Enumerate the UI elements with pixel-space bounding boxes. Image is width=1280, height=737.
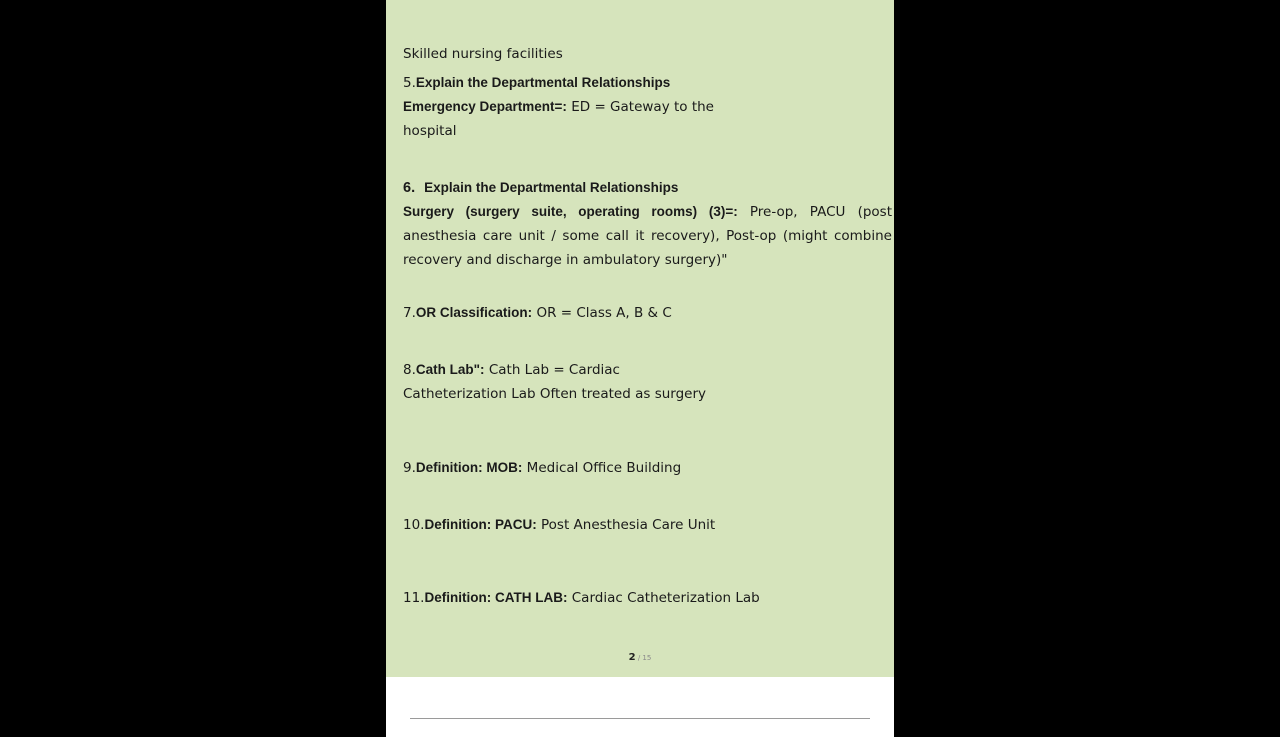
question-9 bbox=[403, 460, 681, 476]
answer-text: Pre-op, PACU (post bbox=[737, 204, 892, 220]
question-6-answer bbox=[403, 200, 892, 272]
next-document-page[interactable] bbox=[386, 677, 894, 737]
question-10 bbox=[403, 517, 715, 533]
answer-text-line-3: recovery and discharge in ambulatory surgery)" bbox=[403, 252, 728, 268]
question-number: 9. bbox=[403, 460, 416, 476]
page-number-indicator bbox=[386, 652, 894, 663]
page-separator: / bbox=[635, 654, 643, 662]
answer-label: OR Classification: bbox=[415, 305, 533, 320]
question-number: 11. bbox=[403, 590, 425, 606]
question-number: 10. bbox=[403, 517, 425, 533]
question-5-answer-cont: hospital bbox=[403, 123, 457, 139]
answer-label: Definition: MOB: bbox=[415, 460, 523, 475]
text-skilled-nursing: Skilled nursing facilities bbox=[403, 46, 563, 62]
question-number: 8. bbox=[403, 362, 416, 378]
question-5-heading bbox=[403, 75, 670, 91]
answer-label: Definition: CATH LAB: bbox=[424, 590, 568, 605]
question-number: 6. bbox=[403, 180, 416, 196]
question-title: Explain the Departmental Relationships bbox=[415, 75, 671, 90]
answer-text: Medical Office Building bbox=[522, 460, 682, 476]
document-page[interactable] bbox=[386, 0, 894, 677]
question-number: 5. bbox=[403, 75, 416, 91]
current-page: 2 bbox=[628, 652, 636, 663]
answer-label: Surgery (surgery suite, operating rooms) (3)=: bbox=[403, 204, 738, 219]
question-5-answer bbox=[403, 99, 714, 115]
question-number: 7. bbox=[403, 305, 416, 321]
answer-text-line-2: anesthesia care unit / some call it recovery), Post-op (might combine bbox=[403, 228, 892, 244]
question-title: Explain the Departmental Relationships bbox=[424, 180, 679, 195]
answer-label: Cath Lab": bbox=[415, 362, 485, 377]
question-8 bbox=[403, 362, 620, 378]
answer-text: ED = Gateway to the bbox=[566, 99, 714, 115]
answer-text: Cardiac Catheterization Lab bbox=[567, 590, 760, 606]
question-11 bbox=[403, 590, 760, 606]
question-6-heading bbox=[403, 180, 678, 196]
total-pages: 15 bbox=[642, 654, 652, 662]
answer-text: Cath Lab = Cardiac bbox=[484, 362, 620, 378]
answer-label: Emergency Department=: bbox=[403, 99, 567, 114]
horizontal-divider bbox=[410, 718, 870, 719]
question-7 bbox=[403, 305, 672, 321]
answer-text: OR = Class A, B & C bbox=[532, 305, 672, 321]
answer-text: Post Anesthesia Care Unit bbox=[536, 517, 716, 533]
answer-label: Definition: PACU: bbox=[424, 517, 537, 532]
question-8-cont: Catheterization Lab Often treated as surgery bbox=[403, 386, 707, 402]
